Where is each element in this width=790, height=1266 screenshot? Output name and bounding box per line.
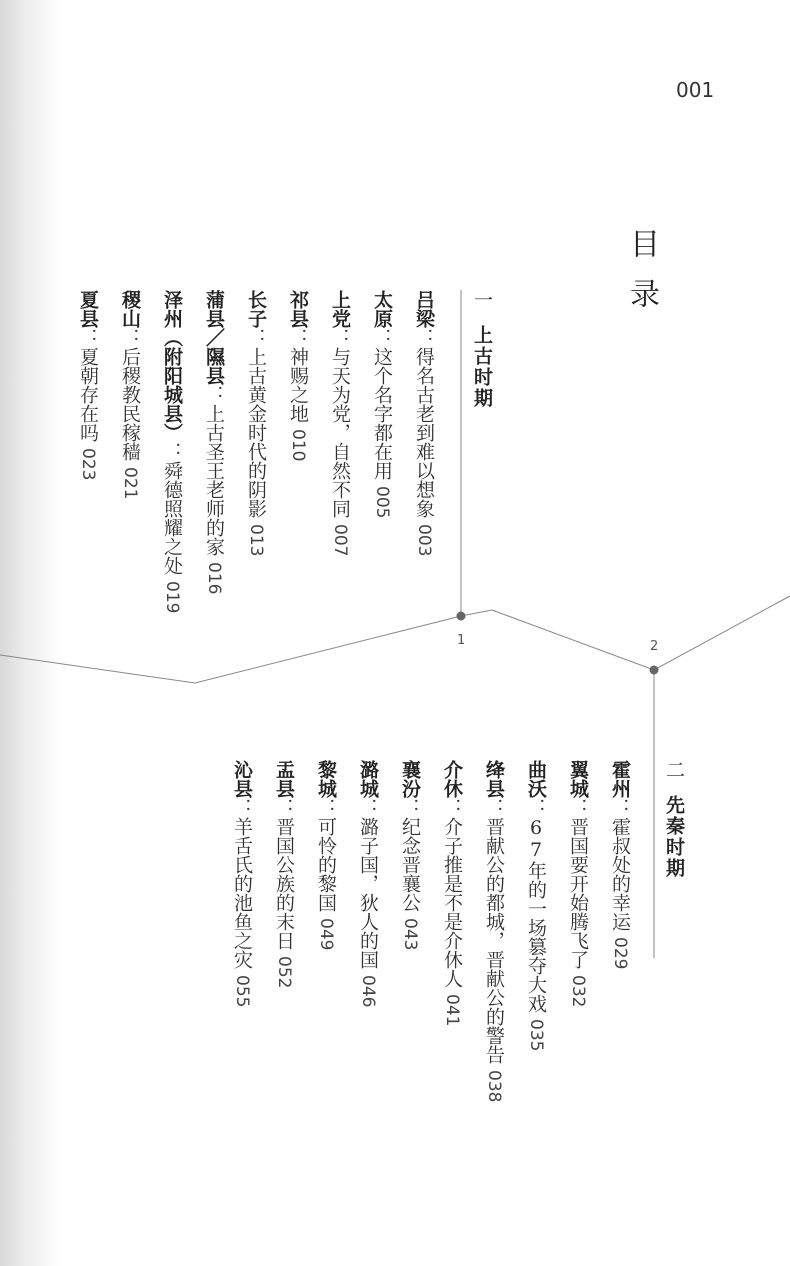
entry-place: 蒲县／隰县 (203, 290, 225, 385)
entry-page: 035 (526, 1019, 546, 1052)
toc-entry[interactable] (330, 290, 349, 556)
toc-entry[interactable] (204, 290, 223, 594)
entry-title: 得名古老到难以想象 (413, 347, 435, 518)
entry-place: 绛县 (483, 760, 505, 798)
entry-place: 太原 (371, 290, 393, 328)
entry-separator: ： (315, 798, 337, 817)
toc-entry[interactable] (414, 290, 433, 556)
entry-page: 041 (442, 994, 462, 1027)
entry-page: 029 (610, 937, 630, 970)
entry-separator: ： (77, 328, 99, 347)
entry-place: 稷山 (119, 290, 141, 328)
section-1-heading (472, 290, 491, 409)
section-2-heading (664, 760, 683, 879)
entry-title: 晋国要开始腾飞了 (567, 817, 589, 969)
entry-page: 038 (484, 1070, 504, 1103)
toc-entry[interactable] (78, 290, 97, 480)
entry-title: 与天为党，自然不同 (329, 347, 351, 518)
entry-place: 潞城 (357, 760, 379, 798)
entry-page: 016 (204, 562, 224, 595)
entry-place: 翼城 (567, 760, 589, 798)
entry-page: 007 (330, 524, 350, 557)
section-2-dot (650, 666, 659, 675)
entry-title: 67年的一场篡夺大戏 (525, 817, 547, 1013)
entry-page: 003 (414, 524, 434, 557)
entry-place: 吕梁 (413, 290, 435, 328)
entry-page: 032 (568, 975, 588, 1008)
toc-title: 目录 (624, 228, 659, 328)
entry-page: 046 (358, 975, 378, 1008)
entry-title: 霍叔处的幸运 (609, 817, 631, 931)
entry-separator: ： (399, 798, 421, 817)
entry-title: 夏朝存在吗 (77, 347, 99, 442)
toc-entry[interactable] (316, 760, 335, 950)
toc-entry[interactable] (372, 290, 391, 518)
entry-place: 祁县 (287, 290, 309, 328)
entry-separator: ： (371, 328, 393, 347)
entry-separator: ： (245, 328, 267, 347)
entry-place: 盂县 (273, 760, 295, 798)
entry-page: 052 (274, 956, 294, 989)
entry-title: 晋献公的都城，晋献公的警告 (483, 817, 505, 1064)
entry-place: 黎城 (315, 760, 337, 798)
entry-separator: ： (483, 798, 505, 817)
toc-entry[interactable] (232, 760, 251, 1007)
section-1-dot (457, 612, 466, 621)
toc-entry[interactable] (526, 760, 545, 1051)
toc-entry[interactable] (120, 290, 139, 499)
section-1-name: 上古时期 (471, 325, 493, 409)
entry-place: 霍州 (609, 760, 631, 798)
entry-title: 纪念晋襄公 (399, 817, 421, 912)
toc-entry[interactable] (358, 760, 377, 1007)
toc-entry[interactable] (274, 760, 293, 988)
entry-title: 晋国公族的末日 (273, 817, 295, 950)
entry-place: 襄汾 (399, 760, 421, 798)
entry-page: 055 (232, 975, 252, 1008)
entry-title: 上古圣王老师的家 (203, 404, 225, 556)
entry-page: 023 (78, 448, 98, 481)
entry-separator: ： (287, 328, 309, 347)
entry-title: 舜德照耀之处 (161, 461, 183, 575)
entry-place: 介休 (441, 760, 463, 798)
entry-title: 这个名字都在用 (371, 347, 393, 480)
entry-title: 可怜的黎国 (315, 817, 337, 912)
entry-page: 010 (288, 429, 308, 462)
section-2-name: 先秦时期 (663, 795, 685, 879)
zigzag-line (0, 596, 790, 683)
section-1-marker: 1 (457, 633, 466, 648)
section-1-number: 一 (471, 290, 493, 311)
entry-place: 曲沃 (525, 760, 547, 798)
entry-title: 上古黄金时代的阴影 (245, 347, 267, 518)
section-2-marker: 2 (650, 639, 659, 654)
entry-separator: ： (357, 798, 379, 817)
page-number: 001 (676, 78, 715, 102)
toc-entry[interactable] (442, 760, 461, 1026)
entry-page: 021 (120, 467, 140, 500)
entry-separator: ： (231, 798, 253, 817)
entry-place: 泽州（附阳城县） (161, 290, 183, 442)
section-2-number: 二 (663, 760, 685, 781)
entry-place: 夏县 (77, 290, 99, 328)
toc-entry[interactable] (568, 760, 587, 1007)
entry-title: 羊舌氏的池鱼之灾 (231, 817, 253, 969)
toc-entry[interactable] (162, 290, 181, 613)
entry-separator: ： (413, 328, 435, 347)
toc-entry[interactable] (246, 290, 265, 556)
entry-page: 019 (162, 581, 182, 614)
entry-separator: ： (119, 328, 141, 347)
entry-page: 005 (372, 486, 392, 519)
entry-page: 043 (400, 918, 420, 951)
toc-entry[interactable] (484, 760, 503, 1102)
entry-page: 013 (246, 524, 266, 557)
entry-separator: ： (203, 385, 225, 404)
entry-separator: ： (161, 442, 183, 461)
entry-separator: ： (329, 328, 351, 347)
toc-entry[interactable] (288, 290, 307, 461)
entry-place: 上党 (329, 290, 351, 328)
entry-title: 后稷教民稼穑 (119, 347, 141, 461)
entry-separator: ： (609, 798, 631, 817)
entry-place: 沁县 (231, 760, 253, 798)
entry-separator: ： (567, 798, 589, 817)
entry-page: 049 (316, 918, 336, 951)
entry-title: 潞子国，狄人的国 (357, 817, 379, 969)
entry-separator: ： (441, 798, 463, 817)
entry-place: 长子 (245, 290, 267, 328)
toc-entry[interactable] (400, 760, 419, 950)
entry-title: 介子推是不是介休人 (441, 817, 463, 988)
entry-separator: ： (273, 798, 295, 817)
entry-title: 神赐之地 (287, 347, 309, 423)
toc-entry[interactable] (610, 760, 629, 969)
entry-separator: ： (525, 798, 547, 817)
